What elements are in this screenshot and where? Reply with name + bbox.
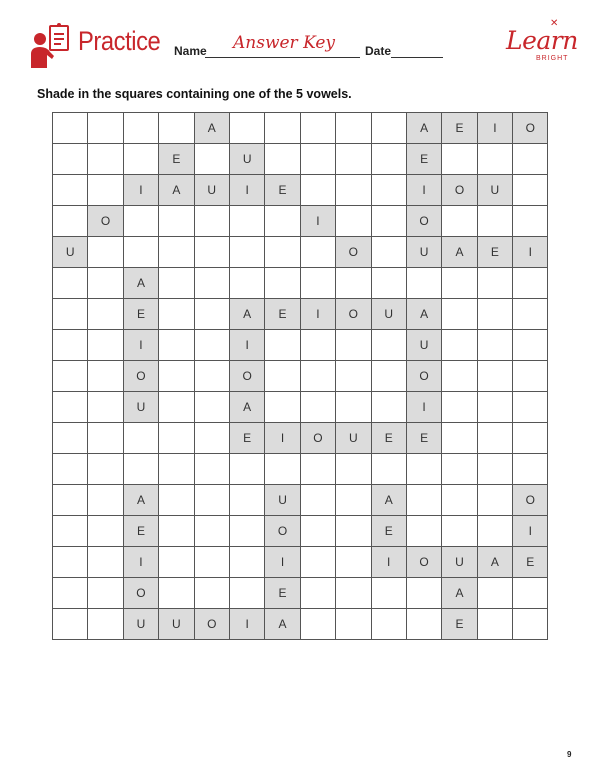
grid-cell[interactable] — [88, 454, 123, 485]
grid-cell[interactable] — [88, 392, 123, 423]
grid-cell[interactable]: I — [230, 330, 265, 361]
grid-cell[interactable] — [159, 330, 194, 361]
grid-cell[interactable]: E — [265, 578, 300, 609]
grid-cell[interactable]: O — [442, 175, 477, 206]
grid-cell[interactable] — [159, 361, 194, 392]
grid-cell[interactable]: E — [407, 144, 442, 175]
grid-cell[interactable] — [53, 113, 88, 144]
grid-cell[interactable]: E — [442, 113, 477, 144]
grid-cell[interactable] — [513, 299, 548, 330]
grid-cell[interactable] — [513, 361, 548, 392]
grid-cell[interactable] — [265, 268, 300, 299]
grid-cell[interactable] — [513, 206, 548, 237]
grid-cell[interactable]: O — [301, 423, 336, 454]
grid-cell[interactable] — [159, 547, 194, 578]
grid-cell[interactable] — [53, 268, 88, 299]
grid-cell[interactable]: E — [513, 547, 548, 578]
grid-cell[interactable] — [478, 206, 513, 237]
page-number: 9 — [567, 750, 572, 759]
grid-cell[interactable] — [195, 547, 230, 578]
grid-cell[interactable] — [159, 578, 194, 609]
grid-cell[interactable]: I — [124, 175, 159, 206]
grid-cell[interactable] — [230, 547, 265, 578]
grid-cell[interactable] — [88, 547, 123, 578]
grid-cell[interactable]: A — [372, 485, 407, 516]
grid-cell[interactable]: E — [372, 516, 407, 547]
grid-cell[interactable] — [301, 454, 336, 485]
date-field-line[interactable] — [391, 57, 443, 58]
grid-cell[interactable]: U — [372, 299, 407, 330]
grid-cell[interactable] — [513, 175, 548, 206]
grid-cell[interactable] — [407, 578, 442, 609]
grid-cell[interactable] — [195, 423, 230, 454]
grid-cell[interactable] — [336, 547, 371, 578]
grid-cell[interactable] — [53, 361, 88, 392]
grid-cell[interactable]: U — [478, 175, 513, 206]
grid-cell[interactable] — [442, 299, 477, 330]
grid-cell[interactable] — [195, 237, 230, 268]
grid-cell[interactable] — [336, 454, 371, 485]
grid-cell[interactable] — [336, 485, 371, 516]
answer-key-label: Answer Key — [233, 33, 335, 53]
grid-cell[interactable]: E — [159, 144, 194, 175]
grid-cell[interactable]: I — [301, 299, 336, 330]
grid-cell[interactable] — [513, 392, 548, 423]
grid-cell[interactable]: U — [53, 237, 88, 268]
grid-cell[interactable] — [159, 392, 194, 423]
grid-cell[interactable] — [442, 330, 477, 361]
grid-cell[interactable]: U — [230, 144, 265, 175]
grid-cell[interactable]: U — [124, 609, 159, 640]
grid-cell[interactable]: A — [159, 175, 194, 206]
grid-cell[interactable] — [53, 547, 88, 578]
grid-cell[interactable]: U — [407, 237, 442, 268]
grid-cell[interactable]: I — [230, 609, 265, 640]
grid-cell[interactable]: U — [124, 392, 159, 423]
grid-cell[interactable]: I — [513, 516, 548, 547]
grid-cell[interactable] — [513, 454, 548, 485]
student-at-board-icon — [30, 22, 74, 68]
grid-cell[interactable] — [372, 578, 407, 609]
grid-cell[interactable] — [407, 485, 442, 516]
grid-cell[interactable] — [336, 206, 371, 237]
grid-cell[interactable] — [195, 361, 230, 392]
name-field-line[interactable] — [205, 57, 360, 58]
grid-cell[interactable] — [265, 361, 300, 392]
grid-cell[interactable] — [301, 361, 336, 392]
grid-cell[interactable] — [265, 113, 300, 144]
grid-cell[interactable]: O — [336, 299, 371, 330]
grid-cell[interactable] — [372, 268, 407, 299]
name-label: Name — [174, 44, 207, 58]
grid-cell[interactable] — [53, 423, 88, 454]
grid-cell[interactable] — [513, 423, 548, 454]
grid-cell[interactable] — [336, 330, 371, 361]
grid-cell[interactable] — [265, 206, 300, 237]
grid-cell[interactable] — [301, 392, 336, 423]
grid-cell[interactable] — [265, 330, 300, 361]
grid-cell[interactable] — [336, 113, 371, 144]
grid-cell[interactable]: E — [407, 423, 442, 454]
grid-cell[interactable]: I — [124, 547, 159, 578]
grid-cell[interactable]: E — [124, 299, 159, 330]
grid-cell[interactable]: O — [265, 516, 300, 547]
grid-cell[interactable] — [442, 516, 477, 547]
grid-cell[interactable]: A — [124, 485, 159, 516]
grid-cell[interactable] — [336, 516, 371, 547]
grid-cell[interactable]: E — [372, 423, 407, 454]
date-label: Date — [365, 44, 392, 58]
grid-cell[interactable] — [478, 144, 513, 175]
grid-cell[interactable] — [513, 578, 548, 609]
grid-cell[interactable] — [336, 268, 371, 299]
grid-cell[interactable]: A — [230, 299, 265, 330]
grid-cell[interactable]: I — [230, 175, 265, 206]
grid-cell[interactable] — [159, 237, 194, 268]
grid-cell[interactable] — [124, 144, 159, 175]
grid-cell[interactable] — [336, 392, 371, 423]
grid-cell[interactable]: A — [442, 237, 477, 268]
grid-cell[interactable] — [301, 578, 336, 609]
grid-cell[interactable] — [53, 454, 88, 485]
grid-cell[interactable] — [407, 516, 442, 547]
logo-subtext: BRIGHT — [536, 55, 569, 62]
grid-cell[interactable]: U — [195, 175, 230, 206]
grid-cell[interactable] — [372, 113, 407, 144]
grid-cell[interactable]: E — [265, 175, 300, 206]
grid-cell[interactable] — [407, 609, 442, 640]
grid-cell[interactable]: A — [195, 113, 230, 144]
grid-cell[interactable] — [372, 609, 407, 640]
grid-cell[interactable] — [478, 423, 513, 454]
grid-cell[interactable] — [159, 485, 194, 516]
grid-cell[interactable] — [442, 485, 477, 516]
grid-cell[interactable] — [442, 361, 477, 392]
grid-cell[interactable] — [230, 206, 265, 237]
grid-cell[interactable] — [88, 516, 123, 547]
grid-cell[interactable] — [53, 609, 88, 640]
grid-cell[interactable] — [88, 423, 123, 454]
grid-cell[interactable] — [478, 609, 513, 640]
grid-cell[interactable] — [478, 268, 513, 299]
grid-cell[interactable] — [195, 516, 230, 547]
grid-cell[interactable]: A — [407, 299, 442, 330]
grid-cell[interactable] — [88, 485, 123, 516]
grid-cell[interactable] — [195, 299, 230, 330]
grid-cell[interactable] — [513, 330, 548, 361]
grid-cell[interactable] — [301, 237, 336, 268]
grid-cell[interactable] — [88, 268, 123, 299]
grid-cell[interactable] — [301, 516, 336, 547]
grid-cell[interactable] — [88, 113, 123, 144]
grid-cell[interactable] — [53, 392, 88, 423]
grid-cell[interactable] — [265, 237, 300, 268]
grid-cell[interactable] — [265, 392, 300, 423]
grid-cell[interactable] — [230, 578, 265, 609]
grid-cell[interactable] — [124, 454, 159, 485]
grid-cell[interactable] — [301, 485, 336, 516]
grid-cell[interactable]: O — [336, 237, 371, 268]
grid-cell[interactable]: O — [230, 361, 265, 392]
logo-word: Learn — [506, 26, 578, 55]
grid-cell[interactable] — [478, 485, 513, 516]
grid-cell[interactable]: O — [407, 361, 442, 392]
grid-cell[interactable]: U — [407, 330, 442, 361]
grid-cell[interactable] — [372, 206, 407, 237]
grid-cell[interactable] — [442, 454, 477, 485]
grid-cell[interactable] — [124, 237, 159, 268]
grid-cell[interactable] — [53, 485, 88, 516]
grid-cell[interactable] — [336, 361, 371, 392]
grid-cell[interactable] — [442, 423, 477, 454]
grid-cell[interactable] — [88, 330, 123, 361]
grid-cell[interactable]: O — [124, 578, 159, 609]
grid-cell[interactable]: I — [265, 423, 300, 454]
grid-cell[interactable] — [442, 268, 477, 299]
grid-cell[interactable]: O — [195, 609, 230, 640]
grid-cell[interactable] — [124, 113, 159, 144]
grid-cell[interactable] — [88, 144, 123, 175]
grid-cell[interactable]: I — [372, 547, 407, 578]
grid-cell[interactable]: A — [124, 268, 159, 299]
grid-cell[interactable]: I — [407, 175, 442, 206]
grid-cell[interactable] — [478, 392, 513, 423]
grid-cell[interactable] — [159, 113, 194, 144]
grid-cell[interactable] — [513, 609, 548, 640]
grid-cell[interactable] — [53, 578, 88, 609]
grid-cell[interactable] — [159, 423, 194, 454]
grid-cell[interactable] — [88, 609, 123, 640]
grid-cell[interactable] — [372, 175, 407, 206]
grid-cell[interactable] — [301, 144, 336, 175]
grid-cell[interactable]: A — [442, 578, 477, 609]
grid-cell[interactable] — [88, 175, 123, 206]
grid-cell[interactable]: E — [124, 516, 159, 547]
learn-bright-logo — [506, 18, 578, 70]
grid-cell[interactable] — [53, 330, 88, 361]
grid-cell[interactable]: E — [442, 609, 477, 640]
grid-cell[interactable] — [407, 454, 442, 485]
grid-cell[interactable] — [301, 330, 336, 361]
grid-cell[interactable] — [301, 113, 336, 144]
grid-cell[interactable] — [195, 485, 230, 516]
grid-cell[interactable] — [195, 578, 230, 609]
grid-cell[interactable] — [230, 516, 265, 547]
graduation-cap-icon: ✕ — [550, 18, 559, 29]
grid-cell[interactable] — [336, 175, 371, 206]
grid-cell[interactable]: O — [88, 206, 123, 237]
grid-cell[interactable] — [478, 330, 513, 361]
grid-cell[interactable] — [230, 113, 265, 144]
grid-cell[interactable]: I — [301, 206, 336, 237]
grid-cell[interactable] — [407, 268, 442, 299]
grid-cell[interactable] — [124, 206, 159, 237]
grid-cell[interactable] — [195, 392, 230, 423]
grid-cell[interactable]: U — [159, 609, 194, 640]
grid-cell[interactable]: U — [265, 485, 300, 516]
grid-cell[interactable] — [124, 423, 159, 454]
grid-cell[interactable]: U — [442, 547, 477, 578]
grid-cell[interactable] — [53, 299, 88, 330]
grid-cell[interactable]: I — [265, 547, 300, 578]
grid-cell[interactable] — [53, 144, 88, 175]
instructions: Shade in the squares containing one of the 5 vowels. — [37, 87, 352, 101]
grid-cell[interactable] — [301, 175, 336, 206]
grid-cell[interactable]: U — [336, 423, 371, 454]
grid-cell[interactable] — [230, 237, 265, 268]
grid-cell[interactable] — [53, 206, 88, 237]
grid-cell[interactable] — [230, 268, 265, 299]
grid-cell[interactable] — [159, 516, 194, 547]
grid-cell[interactable] — [372, 361, 407, 392]
grid-cell[interactable] — [159, 454, 194, 485]
grid-cell[interactable]: I — [124, 330, 159, 361]
grid-cell[interactable] — [442, 144, 477, 175]
grid-cell[interactable] — [159, 299, 194, 330]
grid-cell[interactable] — [336, 578, 371, 609]
grid-cell[interactable] — [372, 237, 407, 268]
grid-cell[interactable]: O — [513, 113, 548, 144]
grid-cell[interactable] — [301, 609, 336, 640]
grid-cell[interactable] — [53, 175, 88, 206]
grid-cell[interactable] — [478, 578, 513, 609]
page-header — [0, 0, 600, 80]
practice-title: Practice — [78, 26, 161, 56]
grid-cell[interactable]: E — [478, 237, 513, 268]
grid-cell[interactable] — [372, 330, 407, 361]
grid-cell[interactable] — [478, 299, 513, 330]
grid-cell[interactable] — [513, 144, 548, 175]
grid-cell[interactable] — [88, 237, 123, 268]
grid-cell[interactable] — [230, 485, 265, 516]
grid-cell[interactable] — [336, 609, 371, 640]
grid-cell[interactable]: A — [407, 113, 442, 144]
grid-cell[interactable]: I — [407, 392, 442, 423]
grid-cell[interactable] — [442, 206, 477, 237]
grid-cell[interactable] — [442, 392, 477, 423]
vowel-grid — [52, 112, 548, 640]
grid-cell[interactable] — [372, 454, 407, 485]
grid-cell[interactable]: I — [513, 237, 548, 268]
grid-cell[interactable] — [88, 361, 123, 392]
grid-cell[interactable] — [478, 361, 513, 392]
grid-cell[interactable]: E — [265, 299, 300, 330]
grid-cell[interactable] — [88, 299, 123, 330]
grid-cell[interactable]: A — [478, 547, 513, 578]
grid-cell[interactable] — [159, 206, 194, 237]
grid-cell[interactable] — [195, 268, 230, 299]
grid-cell[interactable] — [372, 392, 407, 423]
grid-cell[interactable] — [372, 144, 407, 175]
grid-cell[interactable] — [478, 516, 513, 547]
grid-cell[interactable] — [53, 516, 88, 547]
grid-cell[interactable] — [195, 454, 230, 485]
grid-cell[interactable]: E — [230, 423, 265, 454]
grid-cell[interactable] — [230, 454, 265, 485]
grid-cell[interactable] — [336, 144, 371, 175]
grid-cell[interactable] — [265, 454, 300, 485]
grid-cell[interactable] — [513, 268, 548, 299]
grid-cell[interactable] — [88, 578, 123, 609]
grid-cell[interactable]: O — [124, 361, 159, 392]
grid-cell[interactable] — [265, 144, 300, 175]
grid-cell[interactable]: O — [407, 206, 442, 237]
grid-cell[interactable]: O — [513, 485, 548, 516]
grid-cell[interactable] — [301, 268, 336, 299]
grid-cell[interactable] — [195, 206, 230, 237]
grid-cell[interactable]: A — [230, 392, 265, 423]
grid-cell[interactable]: A — [265, 609, 300, 640]
grid-cell[interactable]: I — [478, 113, 513, 144]
grid-cell[interactable] — [195, 144, 230, 175]
grid-cell[interactable] — [478, 454, 513, 485]
grid-cell[interactable]: O — [407, 547, 442, 578]
grid-cell[interactable] — [159, 268, 194, 299]
grid-cell[interactable] — [195, 330, 230, 361]
grid-cell[interactable] — [301, 547, 336, 578]
